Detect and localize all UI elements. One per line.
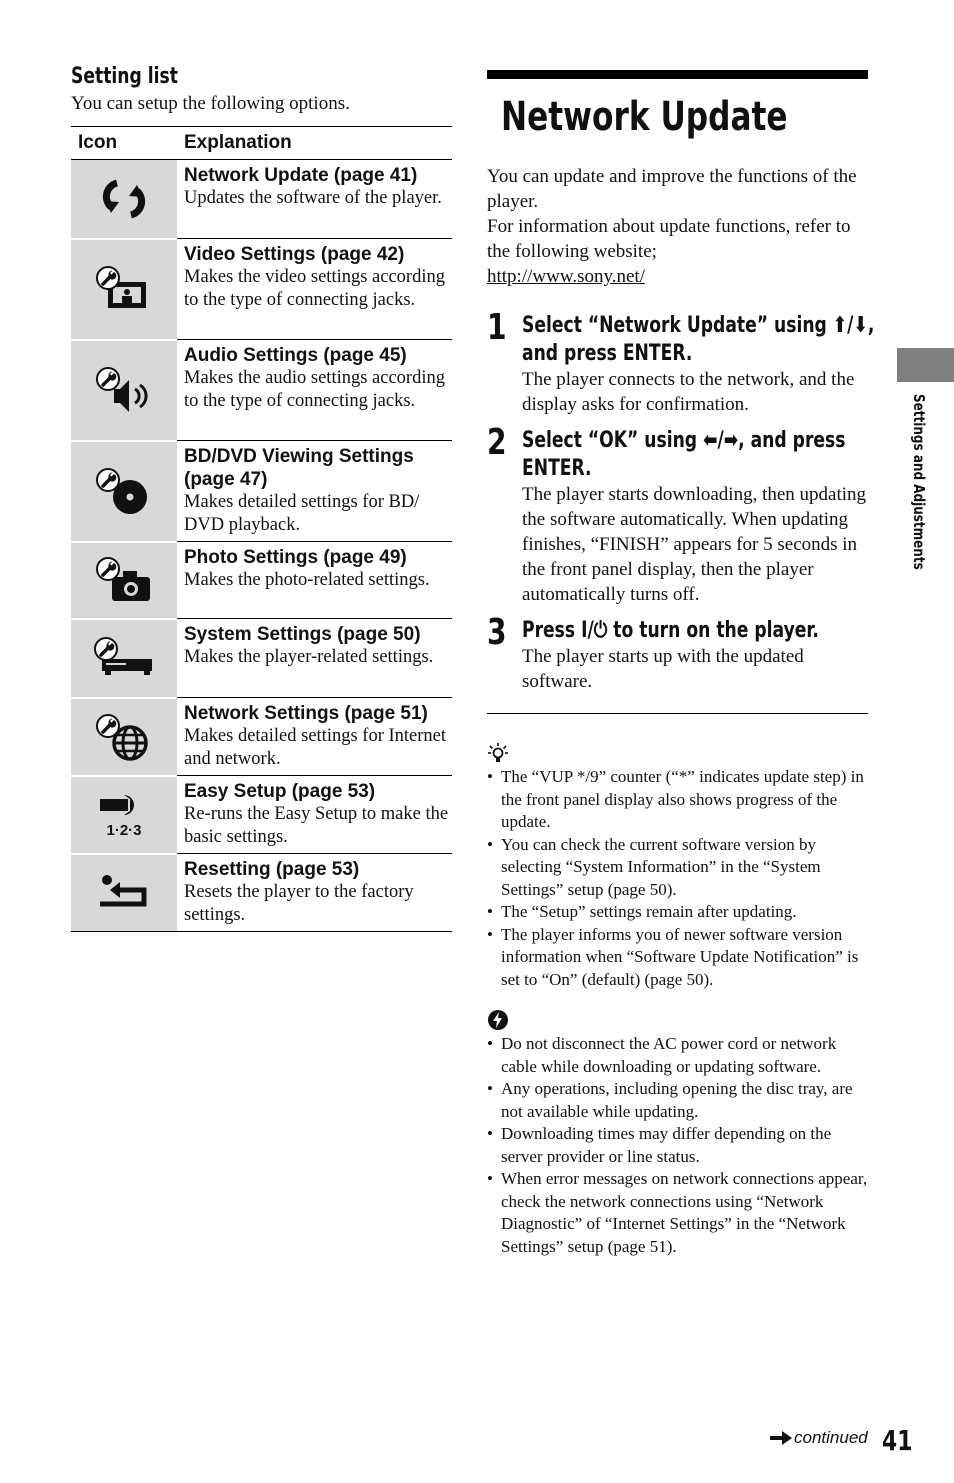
caution-list: [487, 1033, 868, 1258]
item-title: Network Update (page 41): [184, 165, 418, 186]
table-row: [71, 619, 452, 698]
item-desc: Makes the player-related settings.: [184, 647, 434, 667]
hint-section: [487, 742, 868, 764]
step-3: [487, 612, 868, 694]
step-2: [487, 422, 868, 607]
video-settings-icon: [94, 264, 154, 314]
title-row: [487, 79, 868, 155]
icon-cell: [71, 542, 177, 619]
icon-cell: [71, 698, 177, 776]
icon-cell: [71, 441, 177, 542]
step-number: 1: [487, 307, 507, 348]
photo-settings-icon: [94, 555, 154, 605]
divider: [487, 713, 868, 714]
table-row: [71, 340, 452, 441]
resetting-icon: [96, 870, 152, 916]
item-desc: Updates the software of the player.: [184, 188, 442, 208]
table-row: [71, 239, 452, 340]
table-row: [71, 698, 452, 776]
setting-table: [71, 126, 452, 932]
item-title: Network Settings (page 51): [184, 703, 428, 724]
setting-list-intro: You can setup the following options.: [71, 93, 350, 114]
step-heading: Select “OK” using ⬅/➡, and press ENTER.: [522, 428, 846, 481]
item-desc: Resets the player to the factory settings.: [184, 882, 414, 925]
step-1: [487, 307, 875, 417]
item-desc: Makes the video settings according to the type of connecting jacks.: [184, 267, 445, 310]
audio-settings-icon: [94, 365, 154, 415]
header-icon: Icon: [71, 127, 177, 160]
side-tab-marker: [897, 348, 954, 382]
intro: [487, 164, 868, 289]
step-number: 3: [487, 612, 507, 653]
continued-label: continued: [770, 1428, 868, 1448]
table-row: [71, 776, 452, 854]
item-desc: Makes the audio settings according to the type of connecting jacks.: [184, 368, 445, 411]
icon-cell: [71, 239, 177, 340]
list-item: • The player informs you of newer software version information when “Software Update Notification” is set to “On” (default) (page 50).: [487, 924, 868, 992]
left-arrow-icon: ⬅: [703, 428, 718, 453]
header-explanation: Explanation: [177, 127, 452, 160]
list-item: • You can check the current software version by selecting “System Information” in the “System Settings” setup (page 50).: [487, 834, 868, 902]
intro-text-1: You can update and improve the functions of the player.: [487, 166, 857, 212]
bd-dvd-settings-icon: [94, 466, 154, 516]
item-desc: Makes detailed settings for BD/ DVD playback.: [184, 492, 420, 535]
network-update-section: [487, 70, 875, 1258]
table-row: [71, 160, 452, 239]
system-settings-icon: [92, 635, 156, 681]
item-title: System Settings (page 50): [184, 624, 421, 645]
easy-setup-icon: [94, 789, 154, 841]
title-rule: [487, 70, 868, 79]
hint-list: [487, 766, 868, 991]
table-row: [71, 441, 452, 542]
intro-text-2: For information about update functions, refer to the following website;: [487, 216, 851, 262]
caution-section: [487, 1009, 868, 1031]
list-item: • The “VUP */9” counter (“*” indicates update step) in the front panel display also shows progress of the update.: [487, 766, 868, 834]
list-item: • The “Setup” settings remain after updating.: [487, 901, 868, 924]
step-number: 2: [487, 422, 507, 463]
icon-cell: [71, 854, 177, 932]
power-icon: ⏻: [593, 618, 608, 643]
icon-cell: [71, 160, 177, 239]
item-title: Video Settings (page 42): [184, 244, 405, 265]
svg-text:1·2·3: 1·2·3: [106, 821, 142, 839]
page-title: Network Update: [501, 94, 788, 140]
caution-icon: [487, 1009, 509, 1031]
up-arrow-icon: ⬆: [832, 313, 848, 338]
table-header-row: [71, 127, 452, 160]
down-arrow-icon: ⬇: [853, 313, 868, 338]
item-desc: Makes the photo-related settings.: [184, 570, 430, 590]
side-tab-label: Settings and Adjustments: [910, 394, 928, 570]
table-row: [71, 542, 452, 619]
list-item: • Downloading times may differ depending on the server provider or line status.: [487, 1123, 868, 1168]
item-desc: Re-runs the Easy Setup to make the basic settings.: [184, 804, 449, 847]
list-item: • Any operations, including opening the disc tray, are not available while updating.: [487, 1078, 868, 1123]
right-arrow-icon: ➡: [723, 428, 739, 453]
step-body: The player starts downloading, then updating the software automatically. When updating finishes, “FINISH” appears for 5 seconds in the front panel display, then the player automatically turns off.: [522, 484, 867, 605]
step-heading: Press I/⏻ to turn on the player.: [522, 618, 819, 643]
item-title: Photo Settings (page 49): [184, 547, 407, 568]
item-title: BD/DVD Viewing Settings (page 47): [184, 446, 414, 490]
step-heading: Select “Network Update” using ⬆/⬇, and press ENTER.: [522, 313, 875, 366]
table-row: [71, 854, 452, 932]
page-number: 41: [882, 1424, 913, 1457]
icon-cell: [71, 619, 177, 698]
network-settings-icon: [94, 712, 154, 762]
step-body: The player starts up with the updated software.: [522, 646, 804, 692]
icon-cell: [71, 776, 177, 854]
icon-cell: [71, 340, 177, 441]
list-item: • Do not disconnect the AC power cord or network cable while downloading or updating software.: [487, 1033, 868, 1078]
lightbulb-icon: [487, 742, 509, 764]
setting-list-title: Setting list: [71, 64, 178, 89]
right-arrow-icon: [770, 1431, 792, 1445]
item-title: Easy Setup (page 53): [184, 781, 376, 802]
item-title: Audio Settings (page 45): [184, 345, 407, 366]
setting-list-section: [71, 62, 452, 932]
item-title: Resetting (page 53): [184, 859, 360, 880]
network-update-icon: [96, 173, 152, 225]
sony-url-link[interactable]: http://www.sony.net/: [487, 266, 645, 287]
step-body: The player connects to the network, and the display asks for confirmation.: [522, 369, 855, 415]
item-desc: Makes detailed settings for Internet and network.: [184, 726, 446, 769]
list-item: • When error messages on network connections appear, check the network connections using “Network Diagnostic” of “Internet Settings” in the “Network Settings” setup (page 51).: [487, 1168, 868, 1258]
